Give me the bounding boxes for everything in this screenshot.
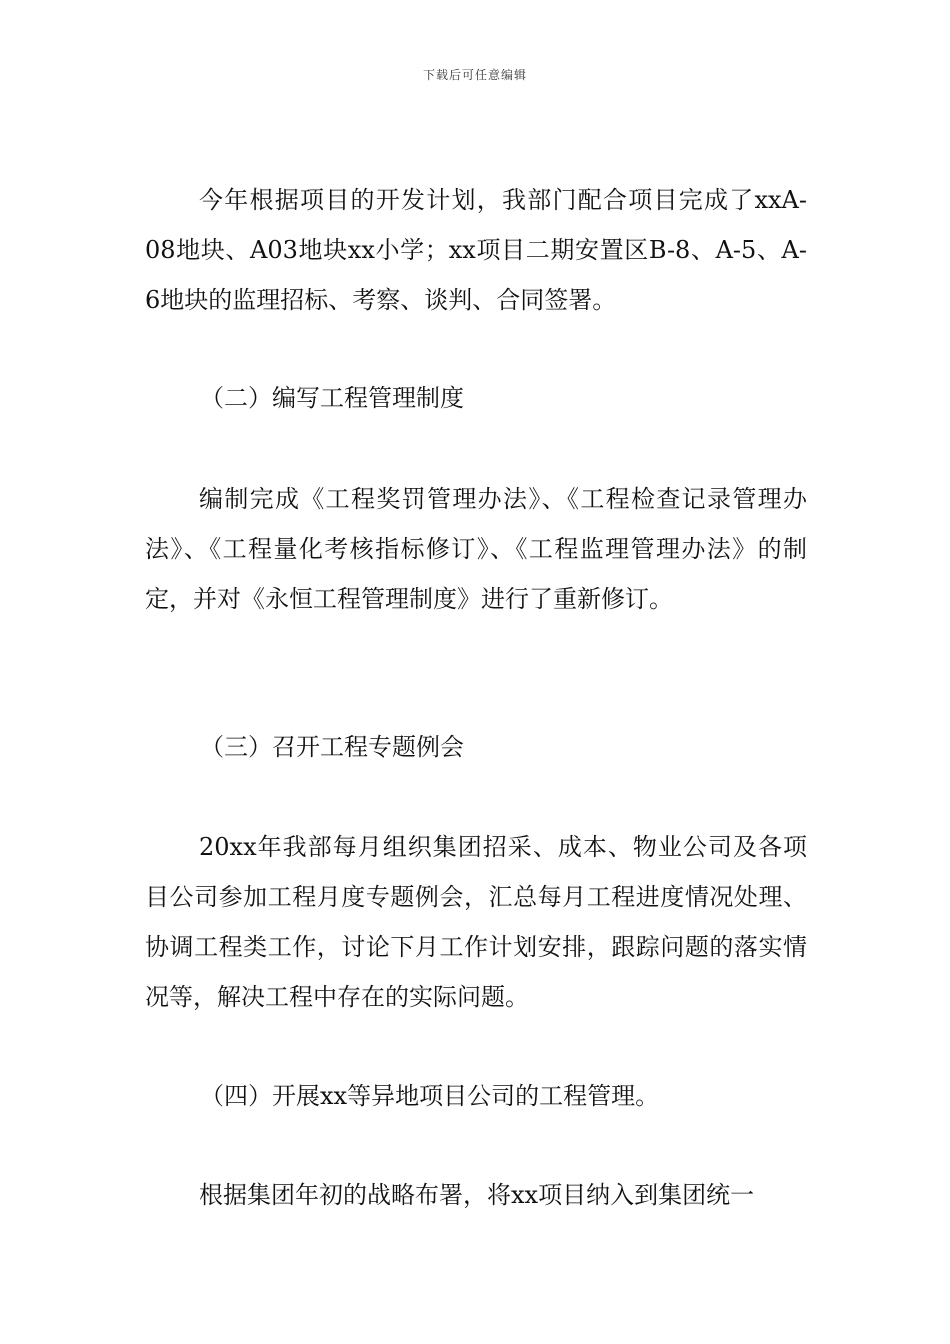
paragraph-monthly-meeting: 20xx年我部每月组织集团招采、成本、物业公司及各项目公司参加工程月度专题例会，汇总每月工程进度情况处理、协调工程类工作，讨论下月工作计划安排，跟踪问题的落实情况等，解决工程中存在的实际问题。 [145,833,807,1011]
section-heading-monthly-meeting: （三）召开工程专题例会 [200,733,464,761]
section-heading-remote-projects: （四）开展xx等异地项目公司的工程管理。 [200,1082,660,1110]
paragraph-group-strategy: 根据集团年初的战略布署，将xx项目纳入到集团统一 [199,1181,755,1209]
paragraph-management-rules: 编制完成《工程奖罚管理办法》、《工程检查记录管理办法》、《工程量化考核指标修订》、《工程监理管理办法》的制定，并对《永恒工程管理制度》进行了重新修订。 [145,485,807,613]
page-header-note: 下载后可任意编辑 [422,68,527,82]
section-heading-management-system: （二）编写工程管理制度 [200,384,464,412]
paragraph-project-bidding: 今年根据项目的开发计划，我部门配合项目完成了xxA-08地块、A03地块xx小学；xx项目二期安置区B-8、A-5、A-6地块的监理招标、考察、谈判、合同签署。 [145,186,807,314]
